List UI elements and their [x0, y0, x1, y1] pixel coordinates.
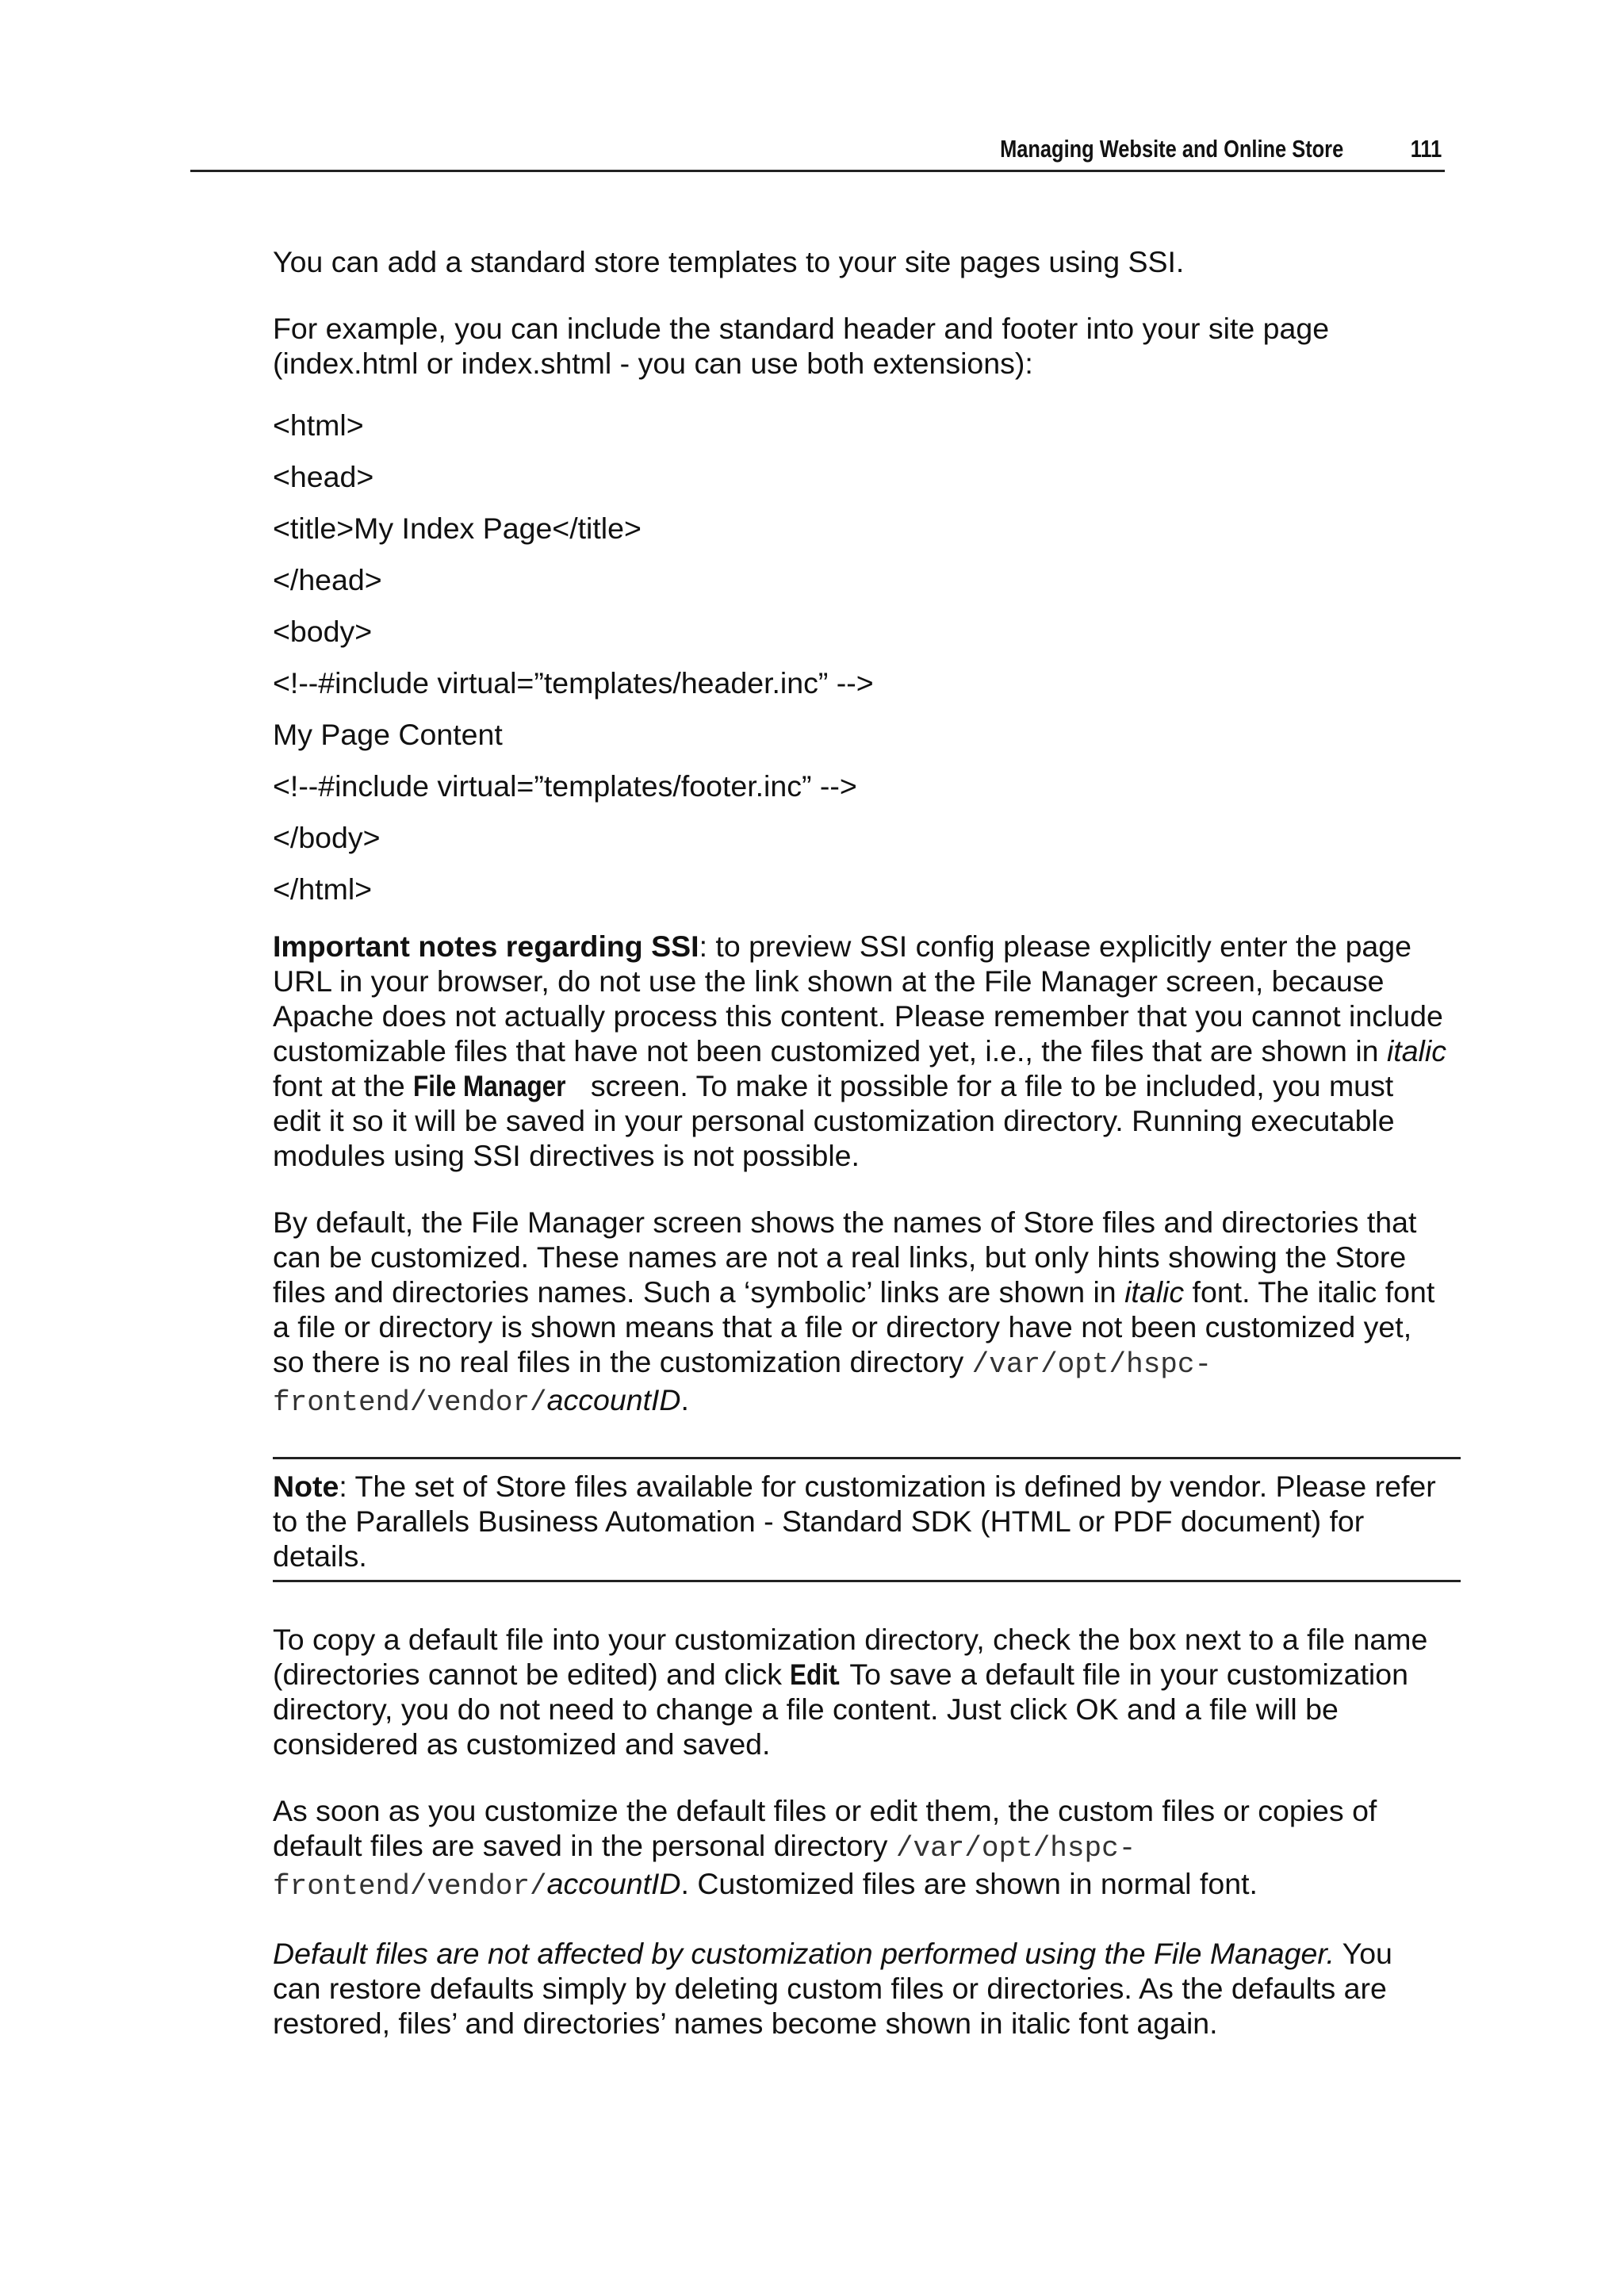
sentence-end: . [680, 1383, 689, 1416]
copy-text-1: To copy a default file into your customization directory, check the box next to a file name (directories cannot be edited) and click [273, 1623, 1428, 1691]
personal-directory-path-continued: frontend/vendor/ [273, 1870, 547, 1903]
intro-paragraph: You can add a standard store templates to your site pages using SSI. [273, 245, 1185, 278]
example-line-2: (index.html or index.shtml - you can use both extensions): [273, 347, 1033, 380]
example-paragraph [273, 311, 1446, 381]
code-example [273, 408, 1446, 907]
code-line: <head> [273, 460, 374, 493]
ssi-notes-text-3: screen. To make it possible for a file to be included, you must edit it so it will be saved in your personal customization directory. Running executable modules using SSI directives is not possible. [273, 1069, 1395, 1172]
italic-word: italic [1124, 1275, 1185, 1309]
account-id: accountID [546, 1383, 681, 1416]
ssi-notes-label: Important notes regarding SSI [273, 930, 699, 963]
note-label: Note [273, 1470, 339, 1503]
note-text: : The set of Store files available for customization is defined by vendor. Please refer to the Parallels Business Automation - Standard SDK (HTML or PDF document) for details. [273, 1470, 1436, 1573]
ssi-notes-text-2: font at the [273, 1069, 414, 1102]
note-box [273, 1457, 1461, 1582]
file-manager-term: File Manager [413, 1069, 566, 1102]
copy-text-2: . To save a default file in your customization directory, you do not need to change a file content. Just click OK and a file will be considered as customized and saved. [273, 1658, 1408, 1761]
code-line: <title>My Index Page</title> [273, 512, 642, 545]
code-line: <!--#include virtual=”templates/header.inc” --> [273, 666, 874, 700]
page-content [273, 244, 1446, 2071]
code-line: <!--#include virtual=”templates/footer.inc” --> [273, 769, 857, 803]
code-line: </html> [273, 872, 373, 906]
code-line: </body> [273, 821, 381, 854]
note-paragraph [273, 1469, 1461, 1573]
code-line: </head> [273, 563, 382, 596]
example-line-1: For example, you can include the standard header and footer into your site page [273, 312, 1330, 345]
italic-word: italic [1386, 1034, 1446, 1068]
ssi-notes-text-1: : to preview SSI config please explicitly enter the page URL in your browser, do not use the link shown at the File Manager screen, because Apache does not actually process this content. Please remember that you cannot include customizable files that have not been customized yet, i.e., the files that are shown in [273, 930, 1443, 1068]
customization-path-continued: frontend/vendor/ [273, 1386, 547, 1419]
code-line: My Page Content [273, 718, 503, 751]
code-line: <html> [273, 408, 364, 442]
defaults-italic-text: Default files are not affected by customization performed using the File Manager. [273, 1937, 1335, 1970]
customize-text-1: As soon as you customize the default files or edit them, the custom files or copies of default files are saved in the personal directory [273, 1794, 1377, 1862]
defaults-paragraph [273, 1936, 1446, 2041]
file-manager-text-1: By default, the File Manager screen shows the names of Store files and directories that can be customized. These names are not a real links, but only hints showing the Store files and directories names. Such a ‘symbolic’ links are shown in [273, 1205, 1417, 1309]
customization-path: /var/opt/hspc- [971, 1348, 1212, 1381]
edit-term: Edit [790, 1658, 837, 1691]
personal-directory-path: /var/opt/hspc- [895, 1832, 1136, 1865]
page-header [190, 133, 1445, 172]
customize-paragraph [273, 1793, 1446, 1904]
copy-paragraph [273, 1622, 1446, 1761]
file-manager-text-2: font. The italic font a file or directory is shown means that a file or directory have not been customized yet, so there is no real files in the customization directory [273, 1275, 1435, 1378]
code-line: <body> [273, 615, 373, 648]
defaults-text: You can restore defaults simply by deleting custom files or directories. As the defaults are restored, files’ and directories’ names become shown in italic font again. [273, 1937, 1392, 2040]
customize-text-2: . Customized files are shown in normal font. [680, 1867, 1258, 1900]
file-manager-paragraph [273, 1205, 1446, 1420]
account-id: accountID [546, 1867, 681, 1900]
page-number: 111 [1410, 135, 1442, 163]
running-header-title: Managing Website and Online Store [999, 135, 1343, 163]
ssi-notes-paragraph [273, 929, 1446, 1173]
